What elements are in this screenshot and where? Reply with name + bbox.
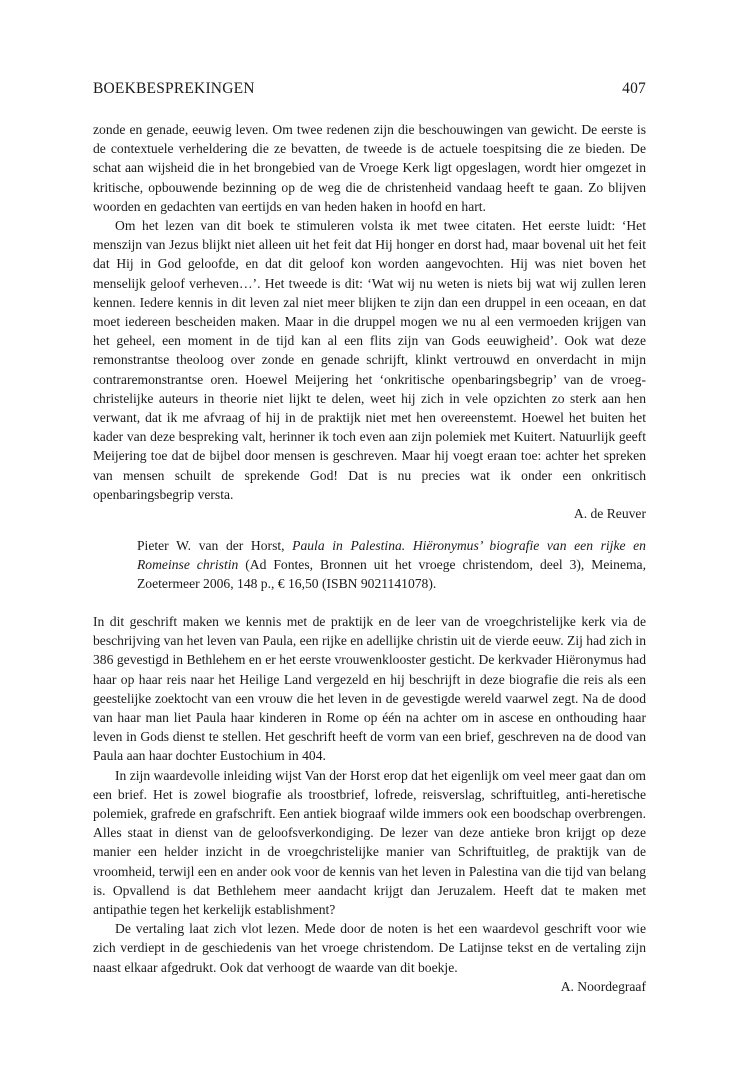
review-noordegraaf [93,612,646,996]
page-number: 407 [622,80,646,97]
running-header [93,80,646,98]
reviewer-signature: A. de Reuver [573,506,646,522]
book-author: Pieter W. van der Horst, [137,538,293,553]
reviewer-signature: A. Noordegraaf [560,978,646,994]
paragraph: De vertaling laat zich vlot lezen. Mede door de noten is het een waardevol geschrift voor wie zich verdiept in de geschiedenis van het vroege christendom. De Latijnse tekst en de vertaling zijn naast elkaar afgedrukt. Ook dat verhoogt de waarde van dit boekje. [93,921,646,975]
paragraph: zonde en genade, eeuwig leven. Om twee redenen zijn die beschouwingen van gewicht. De eerste is de contextuele verheldering die ze bevatten, de tweede is de actuele toespitsing die ze bieden. De schat aan wijsheid die in het brongebied van de Vroege Kerk ligt opgeslagen, wordt hier omgezet in kritische, opbouwende bezinning op de weg die de christenheid vandaag heeft te gaan. Zo blijven woorden en gedachten van eertijds en van heden haken in hoofd en hart. [93,122,646,214]
book-title: Paula in Palestina. Hiëronymus’ biografie van een rijke en Romeinse christin [137,538,646,573]
book-details: (Ad Fontes, Bronnen uit het vroege christendom, deel 3), Meinema, Zoetermeer 2006, 148 p., € 16,50 (ISBN 9021141078). [137,557,646,592]
paragraph: In zijn waardevolle inleiding wijst Van der Horst erop dat het eigenlijk om veel meer gaat dan om een brief. Het is zowel biografie als troostbrief, lofrede, reisverslag, schriftuitleg, anti-heretische polemiek, grafrede en grafschrift. Een antiek biograaf wilde immers ook een boodschap overbrengen. Alles staat in dienst van de geloofsverkondiging. De lezer van deze antieke bron krijgt op deze manier een helder inzicht in de vroegchristelijke manier van Schriftuitleg, de praktijk van de vroomheid, terwijl een en ander ook voor de kennis van het leven in Palestina van die tijd van belang is. Opvallend is dat Bethlehem meer aandacht krijgt dan Jeruzalem. Heeft dat te maken met antipathie tegen het kerkelijk establishment? [93,767,646,918]
review-de-reuver [93,120,646,523]
paragraph: In dit geschrift maken we kennis met de praktijk en de leer van de vroegchristelijke kerk via de beschrijving van het leven van Paula, een rijke en adellijke christin uit de vierde eeuw. Zij had zich in 386 gevestigd in Bethlehem en er het eerste vrouwenklooster gesticht. De kerkvader Hiëronymus had haar op haar reis naar het Heilige Land vergezeld en hij beschrijft in deze biografie die reis als een geestelijke zoektocht van een vrouw die het leven in de gevestigde wereld vaarwel zegt. Na de dood van haar man liet Paula haar kinderen in Rome op één na achter om in ascese en onthouding haar leven in Gods dienst te stellen. Het geschrift heeft de vorm van een brief, geschreven na de dood van Paula aan haar dochter Eustochium in 404. [93,614,646,764]
bibliographic-entry [137,536,646,594]
section-title: BOEKBESPREKINGEN [93,80,255,97]
paragraph: Om het lezen van dit boek te stimuleren volsta ik met twee citaten. Het eerste luidt: ‘Het menszijn van Jezus blijkt niet alleen uit het feit dat Hij honger en dorst had, maar bovenal uit het feit dat Hij in God geloofde, en dat dit geloof kon worden aangevochten. Hij was niet boven het menselijk geloof verheven…’. Het tweede is dit: ‘Wat wij nu weten is niets bij wat wij zullen leren kennen. Iedere kennis in dit leven zal niet meer blijken te zijn dan een druppel in een oceaan, en dat moet iedereen bescheiden maken. Maar in die druppel mogen we nu al een vermoeden krijgen van het geheel, een moment in de tijd kan al een flits zijn van Gods eeuwigheid’. Ook wat deze remonstrantse theoloog over zonde en genade schrijft, klinkt vertrouwd en onverdacht in mijn contraremonstrantse oren. Hoewel Meijering het ‘onkritische openbaringsbegrip’ van de vroeg-christelijke auteurs in theorie niet lijkt te delen, weet hij zich in vele opzichten zo sterk aan hen verwant, dat ik me afvraag of hij in de praktijk niet met hen overeenstemt. Hoewel het buiten het kader van deze bespreking valt, herinner ik toch even aan zijn polemiek met Kuitert. Natuurlijk geeft Meijering toe dat de bijbel door mensen is geschreven. Maar hij voegt eraan toe: achter het spreken van mensen schuilt de sprekende God! Dat is nu precies wat ik onder een onkritisch openbaringsbegrip versta. [93,218,646,502]
